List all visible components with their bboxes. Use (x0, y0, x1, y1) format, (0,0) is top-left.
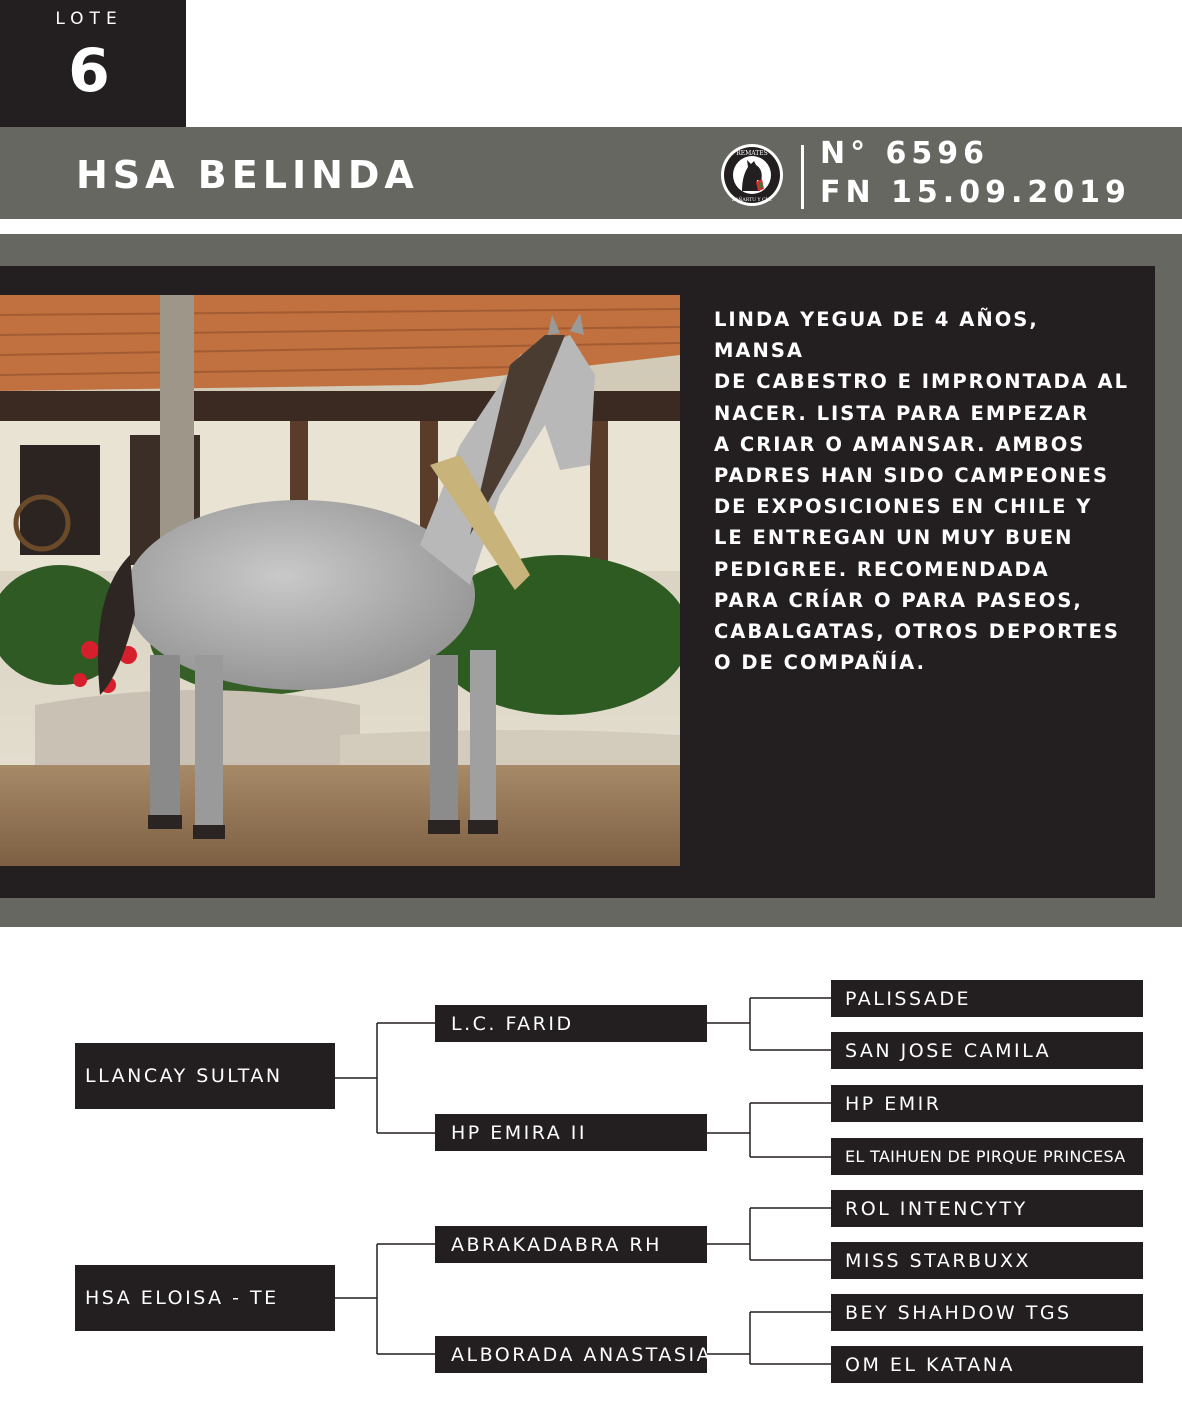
lot-number: 6 (68, 36, 110, 106)
pedigree-sire-sire: L.C. FARID (435, 1005, 707, 1042)
pedigree-dam: HSA ELOISA - TE (75, 1265, 335, 1331)
pedigree-sire: LLANCAY SULTAN (75, 1043, 335, 1109)
pedigree-great-grandparent: ROL INTENCYTY (831, 1190, 1143, 1227)
name-bar (0, 127, 1182, 219)
registry-number: N° 6596 (820, 136, 990, 171)
lot-box (0, 0, 186, 127)
feature-panel (0, 266, 1155, 898)
header-divider (801, 145, 804, 209)
remates-horse-logo-icon (720, 143, 784, 207)
pedigree-dam-dam: ALBORADA ANASTASIA (435, 1336, 707, 1373)
pedigree-great-grandparent: BEY SHAHDOW TGS (831, 1294, 1143, 1331)
pedigree-sire-dam: HP EMIRA II (435, 1114, 707, 1151)
pedigree-great-grandparent: PALISSADE (831, 980, 1143, 1017)
grey-mare-photo-icon (0, 295, 680, 866)
logo-text-top: REMATES (736, 150, 768, 157)
pedigree-dam-sire: ABRAKADABRA RH (435, 1226, 707, 1263)
pedigree-great-grandparent: MISS STARBUXX (831, 1242, 1143, 1279)
birth-date: FN 15.09.2019 (820, 175, 1131, 210)
pedigree-great-grandparent: OM EL KATANA (831, 1346, 1143, 1383)
pedigree-great-grandparent: HP EMIR (831, 1085, 1143, 1122)
feature-frame (0, 234, 1182, 927)
horse-description: LINDA YEGUA DE 4 AÑOS, MANSA DE CABESTRO E IMPRONTADA AL NACER. LISTA PARA EMPEZAR A CRIAR O AMANSAR. AMBOS PADRES HAN SIDO CAMPEONES DE EXPOSICIONES EN CHILE Y LE ENTREGAN UN MUY BUEN PEDIGREE. RECOMENDADA PARA CRÍAR O PARA PASEOS, CABALGATAS, OTROS DEPORTES O DE COMPAÑÍA. (714, 308, 1130, 675)
pedigree-great-grandparent: SAN JOSE CAMILA (831, 1032, 1143, 1069)
pedigree-great-grandparent: EL TAIHUEN DE PIRQUE PRINCESA (831, 1138, 1143, 1175)
logo-text-bottom: ZAÑARTU Y CÍA. (731, 198, 773, 203)
horse-name: HSA BELINDA (76, 153, 419, 197)
lot-label: LOTE (55, 9, 123, 29)
